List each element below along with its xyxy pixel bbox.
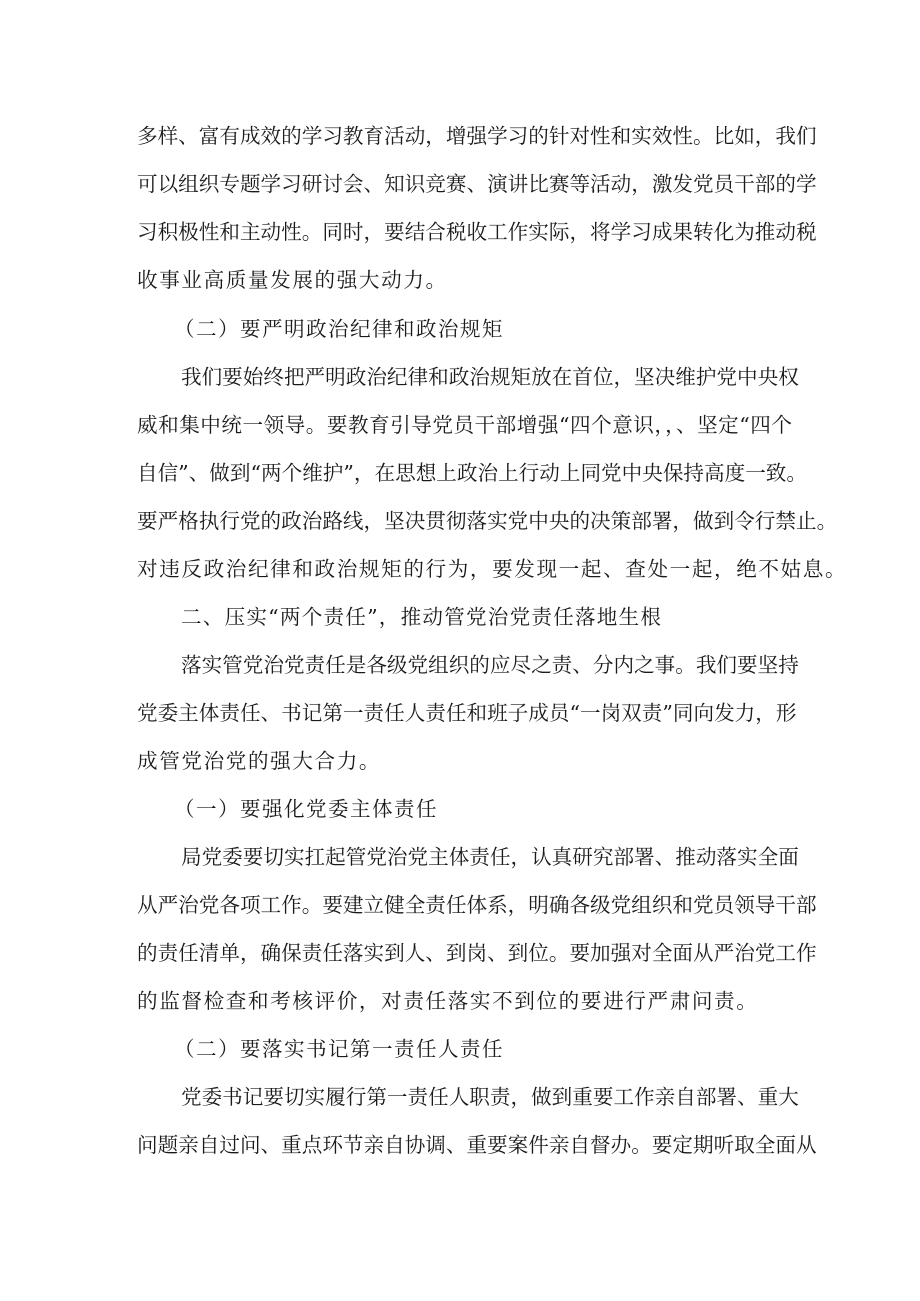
section-heading: （二）要严明政治纪律和政治规矩 bbox=[174, 317, 504, 341]
chapter-heading: 二、压实“两个责任”，推动管党治党责任落地生根 bbox=[181, 605, 663, 629]
text-line: 成管党治党的强大合力。 bbox=[137, 749, 382, 773]
section-heading: （二）要落实书记第一责任人责任 bbox=[174, 1037, 504, 1061]
text-line: 收事业高质量发展的强大动力。 bbox=[137, 268, 448, 292]
text-line: 党委主体责任、书记第一责任人责任和班子成员“一岗双责”同向发力，形 bbox=[137, 701, 797, 725]
text-line: 我们要始终把严明政治纪律和政治规矩放在首位，坚决维护党中央权 bbox=[181, 365, 799, 389]
text-line: 问题亲自过问、重点环节亲自协调、重要案件亲自督办。要定期听取全面从 bbox=[137, 1133, 817, 1157]
text-line: 自信”、做到“两个维护”，在思想上政治上行动上同党中央保持高度一致。 bbox=[137, 461, 807, 485]
text-line: 对违反政治纪律和政治规矩的行为，要发现一起、查处一起，绝不姑息。 bbox=[137, 557, 848, 581]
text-line: 党委书记要切实履行第一责任人职责，做到重要工作亲自部署、重大 bbox=[181, 1085, 799, 1109]
text-line: 习积极性和主动性。同时，要结合税收工作实际，将学习成果转化为推动税 bbox=[137, 220, 817, 244]
text-line: 落实管党治党责任是各级党组织的应尽之责、分内之事。我们要坚持 bbox=[181, 653, 799, 677]
text-line: 的责任清单，确保责任落实到人、到岗、到位。要加强对全面从严治党工作 bbox=[137, 941, 817, 965]
section-heading: （一）要强化党委主体责任 bbox=[174, 797, 438, 821]
text-line: 要严格执行党的政治路线，坚决贯彻落实党中央的决策部署，做到令行禁止。 bbox=[137, 509, 838, 533]
text-line: 的监督检查和考核评价，对责任落实不到位的要进行严肃问责。 bbox=[137, 989, 759, 1013]
text-line: 可以组织专题学习研讨会、知识竞赛、演讲比赛等活动，激发党员干部的学 bbox=[137, 172, 817, 196]
text-line: 局党委要切实扛起管党治党主体责任，认真研究部署、推动落实全面 bbox=[181, 845, 799, 869]
text-line: 从严治党各项工作。要建立健全责任体系，明确各级党组织和党员领导干部 bbox=[137, 893, 817, 917]
text-line: 威和集中统一领导。要教育引导党员干部增强“四个意识，，、坚定“四个 bbox=[137, 413, 792, 437]
text-line: 多样、富有成效的学习教育活动，增强学习的针对性和实效性。比如，我们 bbox=[137, 124, 817, 148]
